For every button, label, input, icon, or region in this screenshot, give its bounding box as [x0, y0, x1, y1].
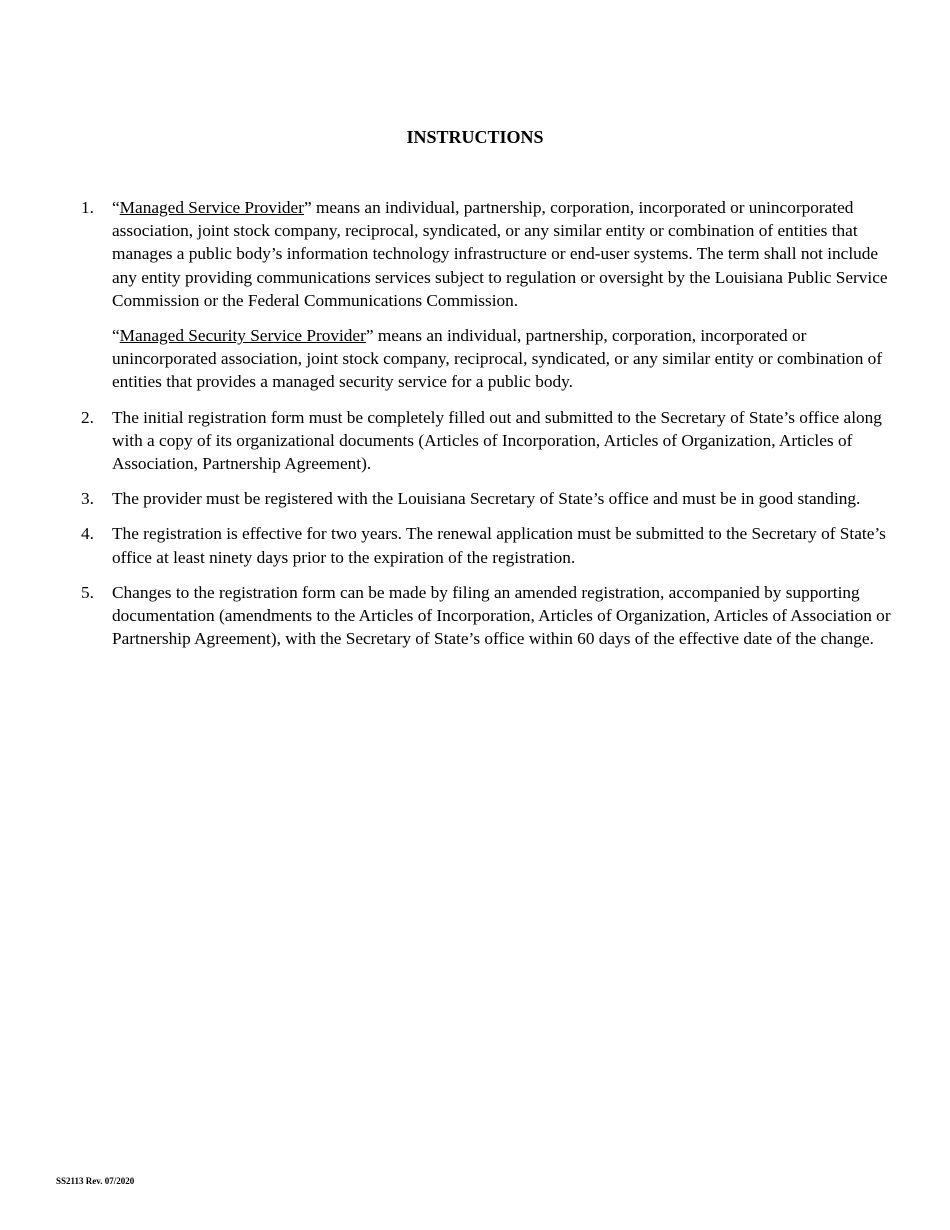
instruction-item-1: [81, 196, 896, 394]
instruction-item-5: [81, 581, 896, 651]
open-quote: “: [112, 198, 120, 217]
open-quote: “: [112, 326, 120, 346]
form-revision-code: SS2113 Rev. 07/2020: [56, 1176, 135, 1186]
instruction-item-3: [81, 487, 896, 510]
item-number: 2.: [81, 407, 94, 427]
definition-text: ” means an individual, partnership, corporation, incorporated or unincorporated association, joint stock company, reciprocal, syndicated, or any similar entity or combination of entities that manages a public body’s information technology infrastructure or end-user systems. The term shall not include any entity providing communications services subject to regulation or oversight by the Louisiana Public Service Commission or the Federal Communications Commission.: [112, 198, 888, 310]
definition-text: ” means an individual, partnership, corporation, incorporated or unincorporated association, joint stock company, reciprocal, syndicated, or any similar entity or combination of entities that provides a managed security service for a public body.: [112, 326, 883, 392]
instruction-text: Changes to the registration form can be made by filing an amended registration, accompanied by supporting documentation (amendments to the Articles of Incorporation, Articles of Organization, Articles of Association or Partnership Agreement), with the Secretary of State’s office within 60 days of the effective date of the change.: [112, 582, 891, 649]
defined-term: Managed Security Service Provider: [119, 326, 366, 346]
item-number: 5.: [81, 582, 94, 602]
instructions-list: [81, 196, 896, 662]
defined-term: Managed Service Provider: [119, 198, 304, 217]
item-number: 4.: [81, 524, 94, 544]
item-number: 1.: [81, 198, 94, 217]
instruction-text: The provider must be registered with the Louisiana Secretary of State’s office and must be in good standing.: [112, 489, 861, 509]
instruction-item-4: [81, 522, 896, 568]
instruction-item-2: [81, 406, 896, 476]
page-title: INSTRUCTIONS: [406, 127, 544, 147]
instruction-text: The initial registration form must be completely filled out and submitted to the Secretary of State’s office along with a copy of its organizational documents (Articles of Incorporation, Articles of Organization, Articles of Association, Partnership Agreement).: [112, 407, 882, 474]
instruction-text: The registration is effective for two years. The renewal application must be submitted to the Secretary of State’s office at least ninety days prior to the expiration of the registration.: [112, 524, 886, 567]
definition-managed-security-service-provider: [112, 324, 896, 394]
definition-managed-service-provider: [112, 196, 896, 312]
item-number: 3.: [81, 489, 94, 509]
